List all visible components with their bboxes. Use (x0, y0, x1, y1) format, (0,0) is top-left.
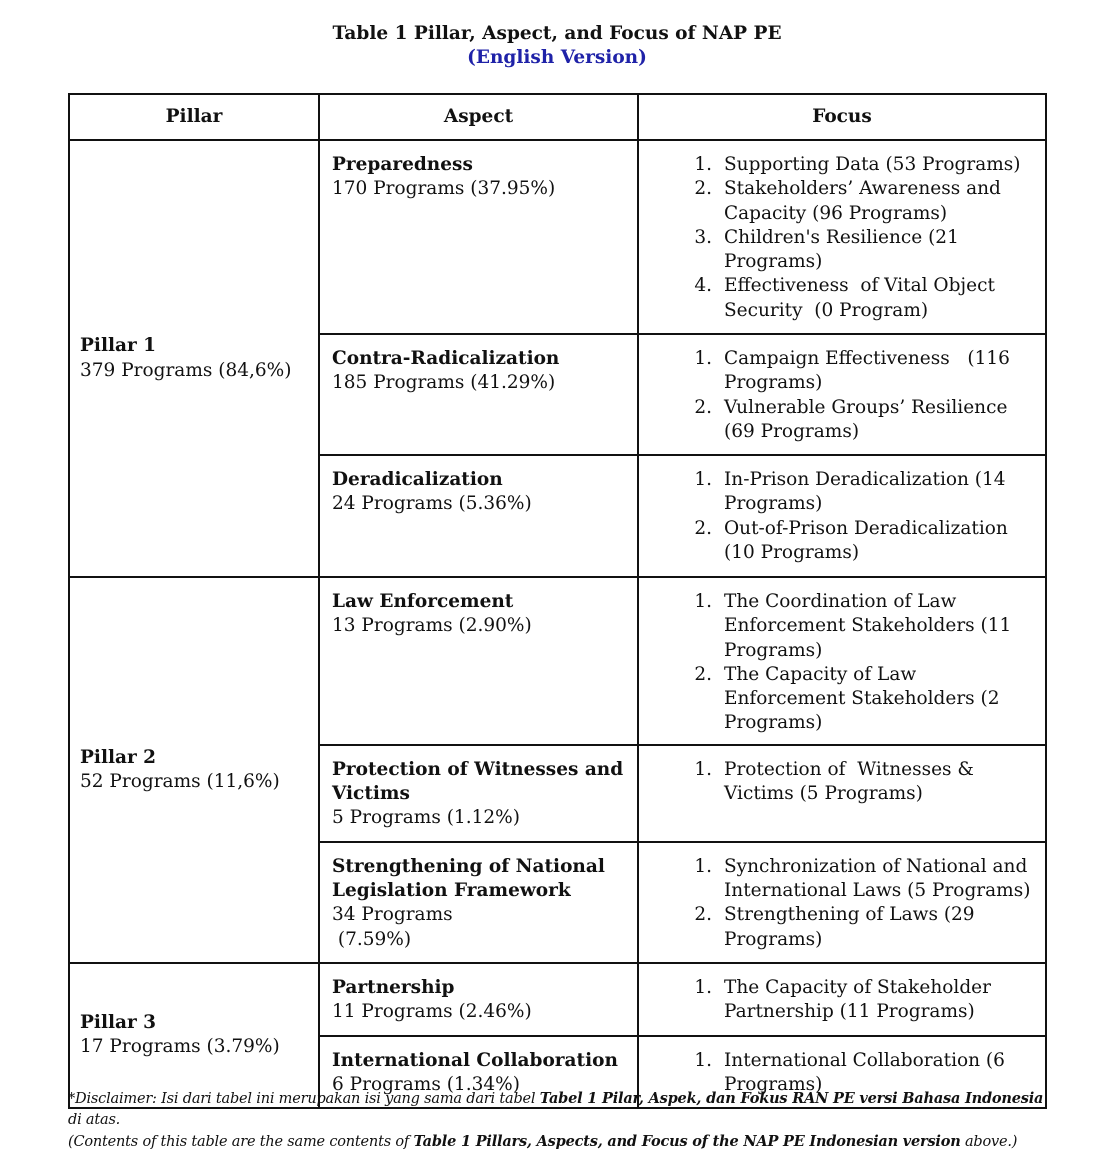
focus-text: The Coordination of Law Enforcement Stakeholders (11 Programs) (724, 591, 1018, 661)
focus-number: 1. (694, 469, 712, 490)
focus-text: Effectiveness of Vital Object Security (0 Program) (724, 275, 1001, 321)
focus-cell (638, 745, 1046, 842)
focus-cell (638, 842, 1046, 963)
focus-text: Vulnerable Groups’ Resilience (69 Programs) (724, 396, 1014, 442)
focus-text: Protection of Witnesses & Victims (5 Programs) (724, 758, 980, 805)
pillar-cell (69, 140, 319, 577)
focus-item (651, 663, 1035, 736)
pillar-name: Pillar 3 (80, 1011, 157, 1033)
focus-number: 4. (694, 275, 712, 297)
focus-item (651, 226, 1035, 275)
aspect-name: Protection of Witnesses and Victims (332, 758, 624, 805)
focus-cell (638, 963, 1046, 1036)
aspect-cell (319, 842, 638, 963)
focus-number: 2. (694, 396, 712, 418)
focus-item (651, 976, 1035, 1025)
focus-list (651, 153, 1035, 323)
focus-number: 2. (694, 517, 712, 539)
focus-number: 1. (694, 855, 712, 877)
focus-number: 2. (694, 904, 712, 926)
aspect-cell (319, 963, 638, 1036)
focus-text: International Collaboration (6 Programs) (724, 1049, 1011, 1096)
focus-text: The Capacity of Law Enforcement Stakeholders (2 Programs) (724, 663, 1006, 734)
table-row (69, 577, 1046, 745)
focus-text: Strengthening of Laws (29 Programs) (724, 904, 981, 950)
aspect-programs: 24 Programs (5.36%) (332, 493, 532, 515)
focus-number: 1. (694, 976, 712, 998)
focus-number: 1. (694, 348, 712, 369)
aspect-name: Deradicalization (332, 469, 503, 490)
focus-text: Stakeholders’ Awareness and Capacity (96 Programs) (724, 178, 1007, 224)
table-subtitle: (English Version) (467, 47, 647, 68)
focus-list (651, 855, 1035, 952)
focus-text: Synchronization of National and International Laws (5 Programs) (724, 855, 1034, 902)
focus-item (651, 590, 1035, 663)
aspect-programs: 6 Programs (1.34%) (332, 1074, 520, 1096)
aspect-programs: (7.59%) (332, 928, 412, 950)
aspect-cell (319, 577, 638, 745)
focus-number: 2. (694, 178, 712, 200)
focus-list (651, 468, 1035, 565)
pillar-name: Pillar 2 (80, 746, 157, 768)
aspect-programs: 13 Programs (2.90%) (332, 615, 532, 637)
header-pillar: Pillar (69, 94, 319, 140)
disclaimer-line-2: (Contents of this table are the same contents of Table 1 Pillars, Aspects, and Focus of the NAP PE Indonesian version above.) (68, 1133, 1018, 1150)
focus-cell (638, 577, 1046, 745)
aspect-programs: 185 Programs (41.29%) (332, 372, 556, 394)
pillar-cell (69, 577, 319, 963)
aspect-cell (319, 140, 638, 334)
table-title: Table 1 Pillar, Aspect, and Focus of NAP PE (332, 23, 782, 44)
focus-number: 2. (694, 663, 712, 685)
focus-number: 1. (694, 591, 712, 612)
aspect-programs: 5 Programs (1.12%) (332, 807, 520, 829)
focus-list (651, 758, 1035, 807)
focus-item (651, 855, 1035, 904)
aspect-name: Partnership (332, 976, 455, 998)
pillar-aspect-focus-table (68, 93, 1047, 1109)
focus-item (651, 468, 1035, 517)
aspect-name: Strengthening of National Legislation Framework (332, 855, 605, 902)
focus-item (651, 517, 1035, 566)
focus-text: Campaign Effectiveness (116 Programs) (724, 348, 1016, 394)
focus-item (651, 396, 1035, 445)
aspect-name: Law Enforcement (332, 591, 514, 612)
focus-number: 1. (694, 758, 712, 780)
focus-text: Children's Resilience (21 Programs) (724, 226, 965, 273)
focus-text: In-Prison Deradicalization (14 Programs) (724, 469, 1012, 515)
pillar-programs: 17 Programs (3.79%) (80, 1036, 280, 1058)
focus-number: 1. (694, 1049, 712, 1071)
focus-item (651, 903, 1035, 952)
aspect-name: Contra-Radicalization (332, 348, 560, 369)
disclaimer-line-1: *Disclaimer: Isi dari tabel ini merupakan isi yang sama dari tabel Tabel 1 Pilar, Aspek, dan Fokus RAN PE versi Bahasa Indonesia di atas. (68, 1090, 1044, 1128)
header-focus: Focus (638, 94, 1046, 140)
aspect-programs: 34 Programs (332, 904, 453, 926)
pillar-programs: 379 Programs (84,6%) (80, 359, 292, 381)
table-row (69, 963, 1046, 1036)
focus-cell (638, 455, 1046, 577)
focus-item (651, 274, 1035, 323)
focus-text: Supporting Data (53 Programs) (724, 154, 1021, 175)
focus-number: 1. (694, 154, 712, 175)
focus-item (651, 153, 1035, 177)
aspect-cell (319, 745, 638, 842)
focus-item (651, 347, 1035, 396)
aspect-programs: 170 Programs (37.95%) (332, 178, 556, 200)
table-row (69, 140, 1046, 334)
focus-list (651, 347, 1035, 444)
aspect-programs: 11 Programs (2.46%) (332, 1001, 532, 1023)
aspect-name: International Collaboration (332, 1049, 618, 1071)
header-aspect: Aspect (319, 94, 638, 140)
pillar-name: Pillar 1 (80, 335, 157, 357)
focus-cell (638, 334, 1046, 455)
aspect-cell (319, 334, 638, 455)
focus-list (651, 976, 1035, 1025)
aspect-cell (319, 455, 638, 577)
focus-number: 3. (694, 226, 712, 248)
focus-item (651, 177, 1035, 226)
focus-item (651, 758, 1035, 807)
disclaimer (68, 1088, 1058, 1153)
focus-cell (638, 140, 1046, 334)
aspect-name: Preparedness (332, 154, 473, 175)
pillar-programs: 52 Programs (11,6%) (80, 770, 280, 792)
focus-text: Out-of-Prison Deradicalization (10 Programs) (724, 517, 1014, 563)
header-row (69, 94, 1046, 140)
focus-text: The Capacity of Stakeholder Partnership (11 Programs) (724, 976, 997, 1023)
focus-list (651, 590, 1035, 736)
pillar-cell (69, 963, 319, 1108)
